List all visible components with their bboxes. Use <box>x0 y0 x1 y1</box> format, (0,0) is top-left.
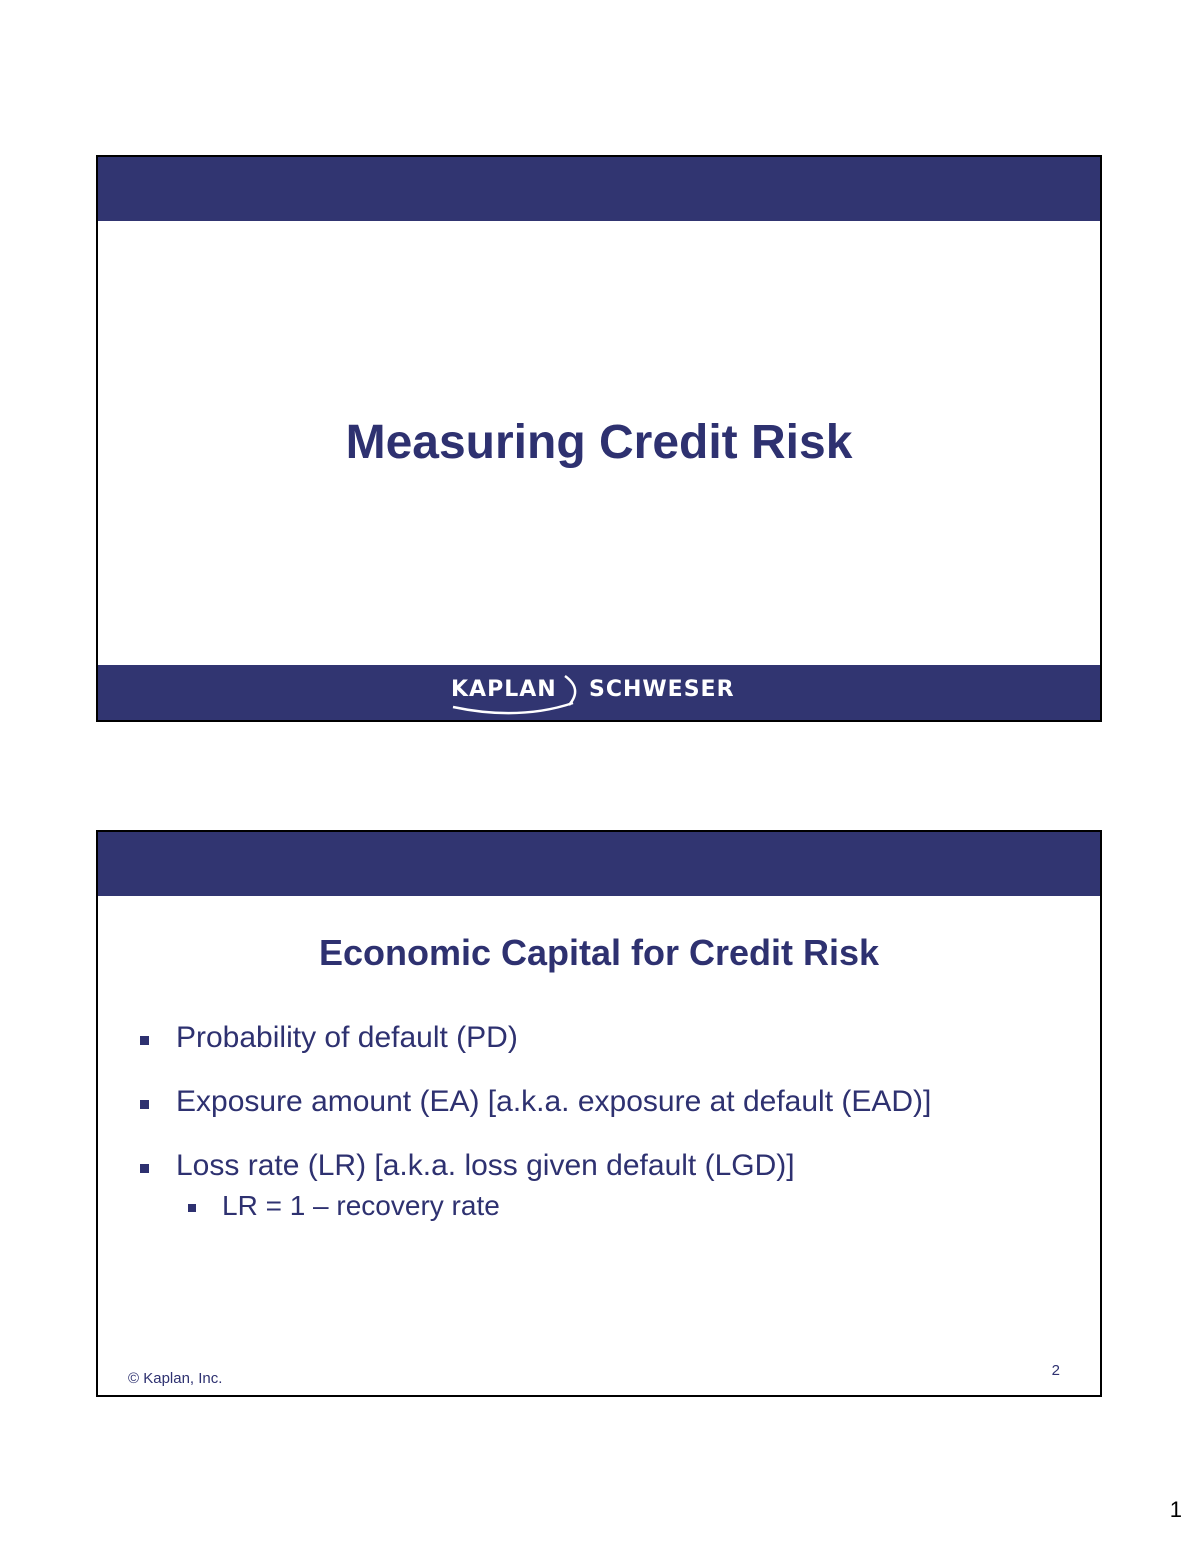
slide-2 <box>96 830 1102 1397</box>
slide-number: 2 <box>1051 1362 1060 1379</box>
bullet-item: Loss rate (LR) [a.k.a. loss given default (LGD)] <box>138 1148 1080 1212</box>
sub-bullet-item: LR = 1 – recovery rate <box>138 1188 1080 1236</box>
bullet-item: Exposure amount (EA) [a.k.a. exposure at default (EAD)] <box>138 1084 1080 1148</box>
copyright-text: © Kaplan, Inc. <box>128 1370 223 1387</box>
logo-text-right: SCHWESER <box>589 676 735 702</box>
page-number: 1 <box>1169 1497 1182 1522</box>
logo-text-left: KAPLAN <box>451 676 557 702</box>
slide-2-header-band <box>98 832 1100 896</box>
slide-1-footer-band <box>98 665 1100 720</box>
kaplan-schweser-logo-icon <box>449 669 749 717</box>
bullet-list <box>138 1020 1080 1236</box>
slide-1-header-band <box>98 157 1100 221</box>
slide-1 <box>96 155 1102 722</box>
bullet-item: Probability of default (PD) <box>138 1020 1080 1084</box>
kaplan-schweser-logo <box>98 665 1100 720</box>
slide-2-title: Economic Capital for Credit Risk <box>318 932 880 973</box>
slide-1-title: Measuring Credit Risk <box>345 416 853 469</box>
